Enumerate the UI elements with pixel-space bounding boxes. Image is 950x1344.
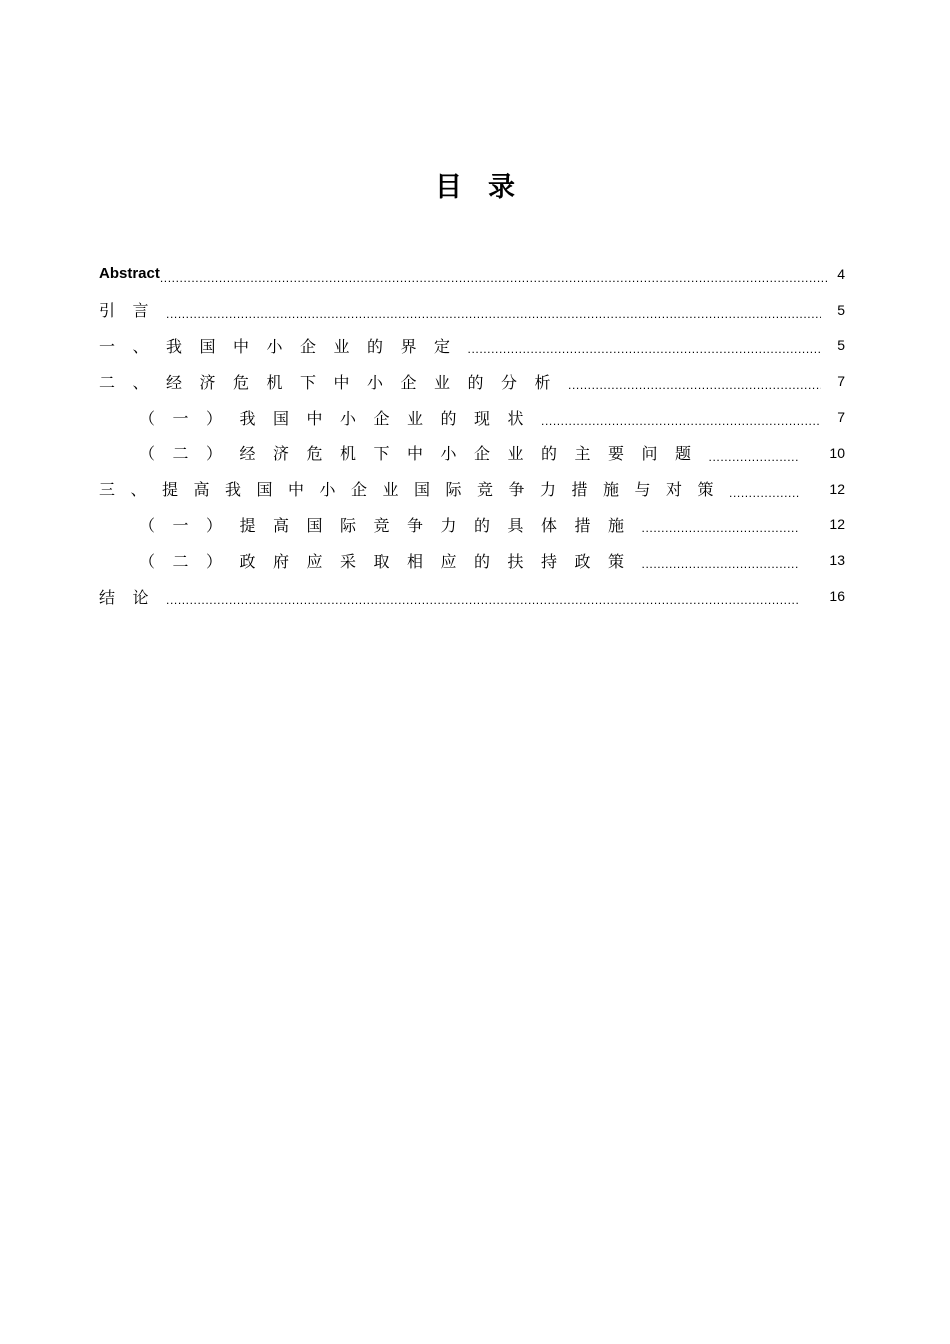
toc-entry-conclusion[interactable] xyxy=(99,578,845,614)
toc-entry-introduction[interactable] xyxy=(99,292,845,328)
toc-entry-page: 12 xyxy=(829,516,845,533)
toc-entry-page: 5 xyxy=(837,301,845,318)
toc-entry-page: 7 xyxy=(837,373,845,390)
toc-entry-page: 4 xyxy=(837,265,845,282)
toc-entry-chapter-1[interactable] xyxy=(99,328,845,364)
toc-entry-page: 16 xyxy=(829,588,845,605)
toc-entry-label: 三、提高我国中小企业国际竞争力措施与对策 xyxy=(99,480,730,500)
toc-leader-dots xyxy=(709,451,799,463)
toc-entry-section-2-2[interactable] xyxy=(99,435,845,471)
toc-leader-dots xyxy=(166,308,821,320)
toc-entry-label: Abstract xyxy=(99,265,160,283)
toc-entry-page: 5 xyxy=(837,337,845,354)
toc-entry-section-2-1[interactable] xyxy=(99,399,845,435)
toc-entry-page: 12 xyxy=(829,480,845,497)
toc-entry-label: （一）我国中小企业的现状 xyxy=(139,408,542,428)
toc-entry-chapter-2[interactable] xyxy=(99,363,845,399)
toc-leader-dots xyxy=(541,415,821,427)
toc-leader-dots xyxy=(729,487,799,499)
toc-entry-page: 7 xyxy=(837,409,845,426)
toc-leader-dots xyxy=(468,343,821,355)
toc-entry-page: 13 xyxy=(829,552,845,569)
toc-entry-label: 二、经济危机下中小企业的分析 xyxy=(99,372,569,392)
toc-leader-dots xyxy=(568,379,821,391)
toc-leader-dots xyxy=(642,522,799,534)
toc-leader-dots xyxy=(160,272,829,284)
toc-entry-chapter-3[interactable] xyxy=(99,471,845,507)
toc-entry-section-3-2[interactable] xyxy=(99,542,845,578)
toc-leader-dots xyxy=(642,558,799,570)
toc-entry-label: 一、我国中小企业的界定 xyxy=(99,336,468,356)
toc-entry-abstract[interactable] xyxy=(99,256,845,292)
toc-leader-dots xyxy=(166,594,799,606)
toc-entry-section-3-1[interactable] xyxy=(99,507,845,543)
toc-entry-label: （二）政府应采取相应的扶持政策 xyxy=(139,551,642,571)
toc-entry-label: 结论 xyxy=(99,587,167,607)
toc-entry-page: 10 xyxy=(829,444,845,461)
page-title: 目录 xyxy=(435,172,541,203)
table-of-contents xyxy=(99,256,845,614)
toc-entry-label: （一）提高国际竞争力的具体措施 xyxy=(139,515,642,535)
toc-entry-label: （二）经济危机下中小企业的主要问题 xyxy=(139,444,709,464)
toc-entry-label: 引言 xyxy=(99,301,167,321)
